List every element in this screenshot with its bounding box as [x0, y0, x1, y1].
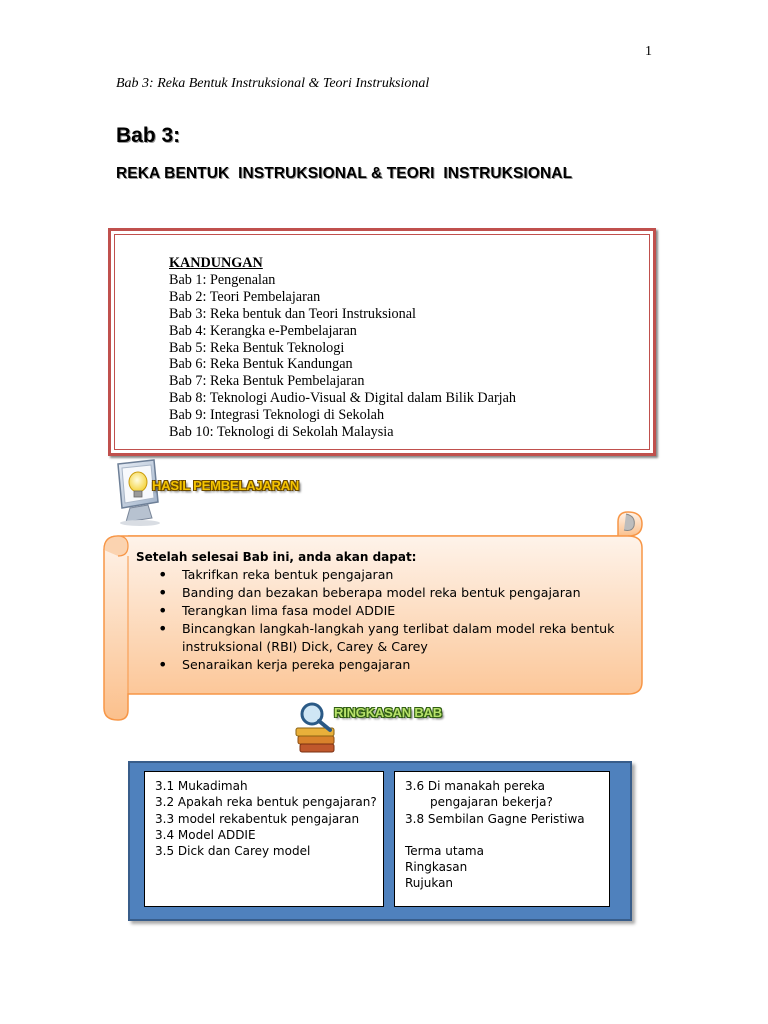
- learning-outcomes-scroll: [98, 510, 646, 722]
- contents-item: Bab 4: Kerangka e-Pembelajaran: [169, 322, 357, 339]
- list-item: • Banding dan bezakan beberapa model reka bentuk pengajaran: [136, 584, 622, 602]
- summary-badge: RINGKASAN BAB: [334, 705, 442, 720]
- summary-item: 3.4 Model ADDIE: [155, 827, 256, 842]
- contents-list: [169, 255, 516, 441]
- summary-item: 3.1 Mukadimah: [155, 779, 248, 793]
- contents-item: Bab 2: Teori Pembelajaran: [169, 288, 321, 305]
- summary-spacer: [405, 827, 609, 843]
- summary-extra-item: Ringkasan: [405, 860, 468, 875]
- chapter-subtitle: REKA BENTUK INSTRUKSIONAL & TEORI INSTRUKSIONAL: [116, 165, 573, 182]
- contents-item: Bab 10: Teknologi di Sekolah Malaysia: [169, 424, 394, 441]
- contents-item: Bab 9: Integrasi Teknologi di Sekolah: [169, 407, 385, 424]
- summary-left-column: [144, 771, 384, 907]
- summary-item: 3.3 model rekabentuk pengajaran: [155, 811, 360, 826]
- chapter-title: Bab 3:: [116, 124, 181, 147]
- learning-outcomes-content: [136, 550, 622, 674]
- list-item: • Terangkan lima fasa model ADDIE: [136, 602, 622, 620]
- books-magnifier-icon: [292, 700, 340, 756]
- contents-item: Bab 8: Teknologi Audio-Visual & Digital dalam Bilik Darjah: [169, 390, 517, 407]
- list-item: • Bincangkan langkah-langkah yang terlibat dalam model reka bentuk instruksional (RBI) Dick, Carey & Carey: [136, 620, 622, 656]
- learning-outcomes-list: [136, 566, 622, 674]
- learning-outcomes-badge: HASIL PEMBELAJARAN: [152, 478, 300, 493]
- summary-item: 3.2 Apakah reka bentuk pengajaran?: [155, 795, 377, 810]
- contents-item: Bab 6: Reka Bentuk Kandungan: [169, 356, 353, 373]
- summary-extra-item: Terma utama: [405, 843, 484, 858]
- summary-right-column: [394, 771, 610, 907]
- summary-item-continuation: pengajaran bekerja?: [430, 795, 553, 810]
- contents-item: Bab 3: Reka bentuk dan Teori Instruksional: [169, 305, 416, 322]
- list-item: • Takrifkan reka bentuk pengajaran: [136, 566, 622, 584]
- learning-outcomes-intro: Setelah selesai Bab ini, anda akan dapat:: [136, 550, 417, 564]
- running-header: Bab 3: Reka Bentuk Instruksional & Teori Instruksional: [116, 76, 430, 91]
- list-item: • Senaraikan kerja pereka pengajaran: [136, 656, 622, 674]
- contents-heading: KANDUNGAN: [169, 255, 263, 271]
- summary-item: 3.5 Dick dan Carey model: [155, 844, 311, 859]
- contents-box: [108, 228, 656, 456]
- summary-item: 3.6 Di manakah pereka: [405, 779, 545, 793]
- chapter-summary-box: [128, 761, 632, 921]
- page-number: 1: [645, 44, 652, 59]
- contents-item: Bab 1: Pengenalan: [169, 271, 276, 288]
- summary-extra-item: Rujukan: [405, 876, 454, 891]
- contents-item: Bab 5: Reka Bentuk Teknologi: [169, 339, 345, 356]
- contents-item: Bab 7: Reka Bentuk Pembelajaran: [169, 373, 365, 390]
- summary-item: 3.8 Sembilan Gagne Peristiwa: [405, 811, 585, 826]
